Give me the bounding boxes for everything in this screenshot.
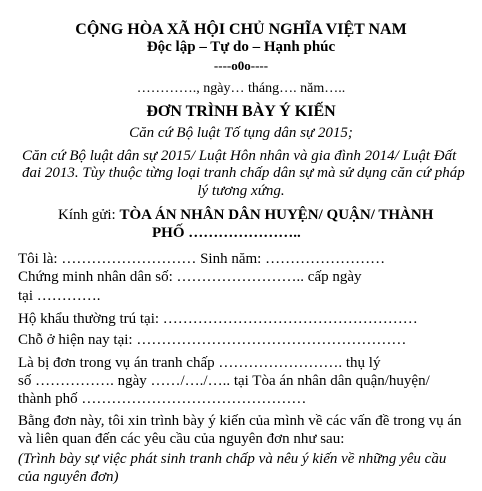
legal-basis-line-4: lý tương xứng. bbox=[197, 183, 285, 199]
name-field[interactable]: Tôi là: ……………………… Sinh năm: …………………… bbox=[18, 251, 386, 267]
recipient-prefix: Kính gửi: bbox=[58, 207, 120, 223]
court-name: TÒA ÁN NHÂN DÂN HUYỆN/ QUẬN/ THÀNH bbox=[119, 207, 434, 223]
instruction-line-2: của nguyên đơn) bbox=[18, 469, 119, 485]
header-divider: ----o0o---- bbox=[213, 58, 269, 73]
date-line: …………., ngày… tháng…. năm….. bbox=[136, 81, 346, 96]
instruction-line-1: (Trình bày sự việc phát sinh tranh chấp và nêu ý kiến về những yêu cầu bbox=[18, 451, 447, 467]
legal-basis-line-1: Căn cứ Bộ luật Tố tụng dân sự 2015; bbox=[129, 125, 353, 141]
document-title: ĐƠN TRÌNH BÀY Ý KIẾN bbox=[146, 103, 336, 120]
residence-field[interactable]: Hộ khẩu thường trú tại: …………………………………………… bbox=[18, 311, 418, 327]
recipient-line-1 bbox=[58, 208, 433, 223]
legal-basis-line-3: đai 2013. Tùy thuộc từng loại tranh chấp dân sự mà sử dụng căn cứ pháp bbox=[22, 165, 465, 181]
id-card-field[interactable]: Chứng minh nhân dân số: …………………….. cấp ngày bbox=[18, 269, 362, 285]
recipient-line-2: PHỐ ………………….. bbox=[152, 225, 301, 241]
defendant-field[interactable]: Là bị đơn trong vụ án tranh chấp ……………………. thụ lý bbox=[18, 355, 381, 371]
id-place-field[interactable]: tại …………. bbox=[18, 288, 101, 304]
current-address-field[interactable]: Chỗ ở hiện nay tại: ……………………………………………… bbox=[18, 332, 407, 348]
statement-line-2: và liên quan đến các yêu cầu của nguyên đơn như sau: bbox=[18, 431, 345, 447]
statement-line-1: Bằng đơn này, tôi xin trình bày ý kiến của mình về các vấn đề trong vụ án bbox=[18, 413, 462, 429]
case-number-field[interactable]: số ……………. ngày ……/…./….. tại Tòa án nhân dân quận/huyện/ bbox=[18, 373, 430, 389]
legal-basis-line-2: Căn cứ Bộ luật dân sự 2015/ Luật Hôn nhân và gia đình 2014/ Luật Đất bbox=[22, 148, 457, 164]
nation-heading: CỘNG HÒA XÃ HỘI CHỦ NGHĨA VIỆT NAM bbox=[75, 21, 407, 38]
motto: Độc lập – Tự do – Hạnh phúc bbox=[146, 39, 336, 55]
city-field[interactable]: thành phố ……………………………………… bbox=[18, 391, 307, 407]
